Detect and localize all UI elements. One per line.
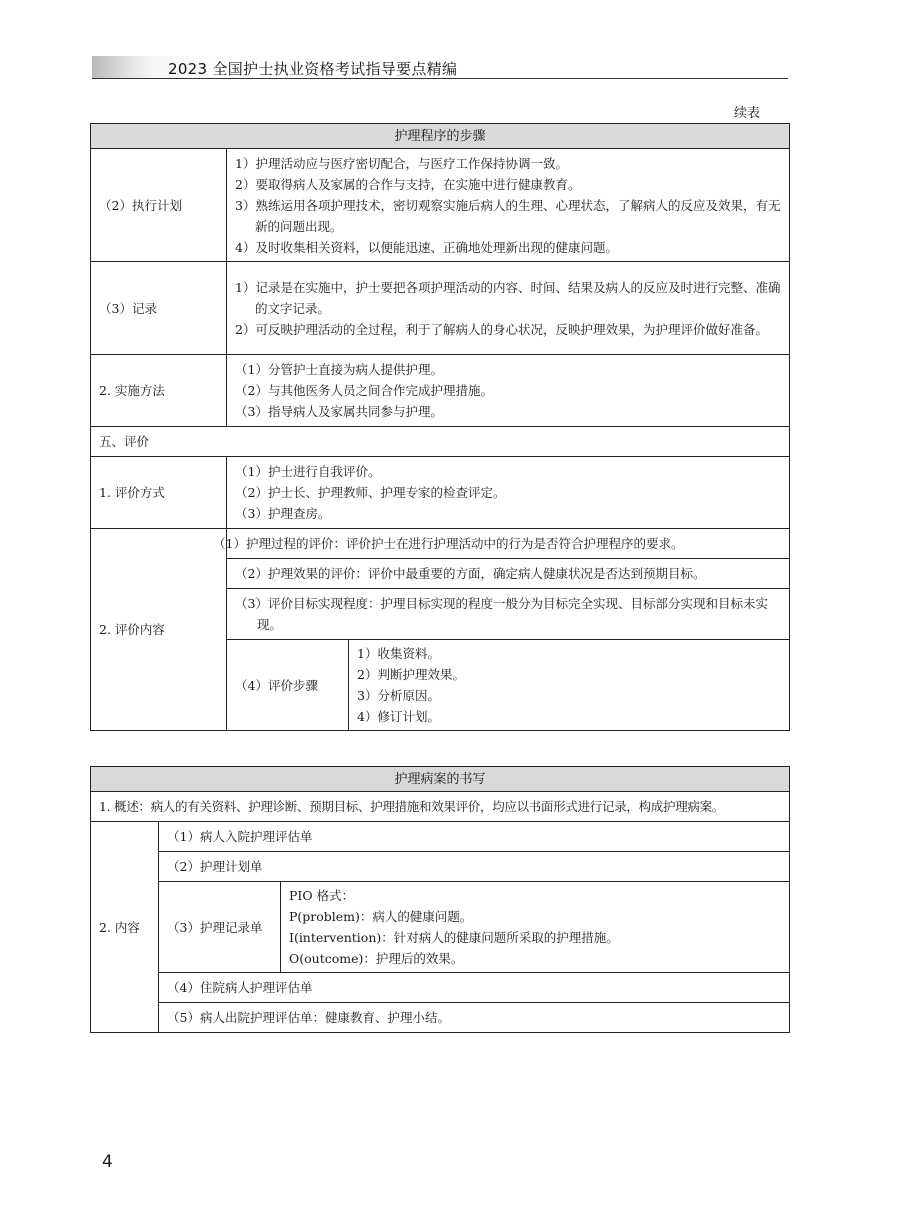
list-item: （1）病人入院护理评估单 <box>159 822 790 852</box>
list-item: （2）护理效果的评价：评价中最重要的方面，确定病人健康状况是否达到预期目标。 <box>227 559 790 589</box>
list-item: 1）护理活动应与医疗密切配合，与医疗工作保持协调一致。 <box>235 155 568 171</box>
row-label: 2. 评价内容 <box>91 529 227 731</box>
list-item: （3）护理查房。 <box>235 506 331 521</box>
table-row <box>91 262 790 355</box>
list-item <box>227 589 790 640</box>
list-item: （2）护理计划单 <box>159 852 790 882</box>
table-row <box>91 973 790 1003</box>
row-content <box>227 355 790 427</box>
list-item: （3）指导病人及家属共同参与护理。 <box>235 404 443 419</box>
running-header: 2023 全国护士执业资格考试指导要点精编 <box>168 60 458 78</box>
sub-content <box>281 882 790 973</box>
list-item: O(outcome)：护理后的效果。 <box>289 951 464 966</box>
table-row <box>91 355 790 427</box>
sub-content <box>349 640 790 731</box>
list-item: 2）判断护理效果。 <box>357 667 465 682</box>
table-row <box>91 149 790 262</box>
list-item: （1）护士进行自我评价。 <box>235 464 381 479</box>
table-title: 护理病案的书写 <box>91 767 790 792</box>
sub-label: （4）评价步骤 <box>227 640 349 731</box>
row-label: 2. 实施方法 <box>91 355 227 427</box>
sub-label: （3）护理记录单 <box>159 882 281 973</box>
row-content <box>227 457 790 529</box>
table-row <box>91 1003 790 1033</box>
section-row <box>91 427 790 457</box>
list-item: 1）记录是在实施中，护士要把各项护理活动的内容、时间、结果及病人的反应及时进行完整、准确的文字记录。 <box>235 279 781 316</box>
list-item: 3）分析原因。 <box>357 688 440 703</box>
list-item: 4）修订计划。 <box>357 709 440 724</box>
list-item: P(problem)：病人的健康问题。 <box>289 909 473 924</box>
row-label: （2）执行计划 <box>91 149 227 262</box>
nursing-process-table <box>90 123 790 731</box>
nursing-record-table <box>90 766 790 1033</box>
row-label: 2. 内容 <box>91 822 159 1033</box>
table-row <box>91 529 790 559</box>
section-heading: 五、评价 <box>91 427 790 457</box>
row-content <box>227 262 790 355</box>
list-item: （4）住院病人护理评估单 <box>159 973 790 1003</box>
table-row <box>91 882 790 973</box>
table-row <box>91 792 790 822</box>
list-item: （1）护理过程的评价：评价护士在进行护理活动中的行为是否符合护理程序的要求。 <box>227 529 790 559</box>
list-item: 3）熟练运用各项护理技术，密切观察实施后病人的生理、心理状态，了解病人的反应及效果，有无新的问题出现。 <box>235 197 781 234</box>
list-item: （2）与其他医务人员之间合作完成护理措施。 <box>235 383 493 398</box>
header-rule <box>92 78 788 79</box>
list-item: PIO 格式： <box>289 888 355 903</box>
list-item: I(intervention)：针对病人的健康问题所采取的护理措施。 <box>289 930 619 945</box>
table-row <box>91 457 790 529</box>
list-item: 2）可反映护理活动的全过程，利于了解病人的身心状况，反映护理效果，为护理评价做好准备。 <box>235 321 768 337</box>
list-item: （5）病人出院护理评估单：健康教育、护理小结。 <box>159 1003 790 1033</box>
row-content <box>227 149 790 262</box>
list-item-text: （3）评价目标实现程度：护理目标实现的程度一般分为目标完全实现、目标部分实现和目标未实现。 <box>235 596 768 632</box>
table-row <box>91 852 790 882</box>
list-item: （1）分管护士直接为病人提供护理。 <box>235 362 443 377</box>
page-number: 4 <box>102 1152 113 1172</box>
continued-label: 续表 <box>734 106 761 121</box>
row-label: （3）记录 <box>91 262 227 355</box>
overview-text: 1. 概述：病人的有关资料、护理诊断、预期目标、护理措施和效果评价，均应以书面形式进行记录，构成护理病案。 <box>91 792 790 822</box>
table-title: 护理程序的步骤 <box>91 124 790 149</box>
list-item: 2）要取得病人及家属的合作与支持，在实施中进行健康教育。 <box>235 176 581 192</box>
table-row <box>91 822 790 852</box>
list-item: 1）收集资料。 <box>357 646 440 661</box>
list-item: （2）护士长、护理教师、护理专家的检查评定。 <box>235 485 506 500</box>
list-item: 4）及时收集相关资料，以便能迅速、正确地处理新出现的健康问题。 <box>235 239 618 255</box>
row-label: 1. 评价方式 <box>91 457 227 529</box>
